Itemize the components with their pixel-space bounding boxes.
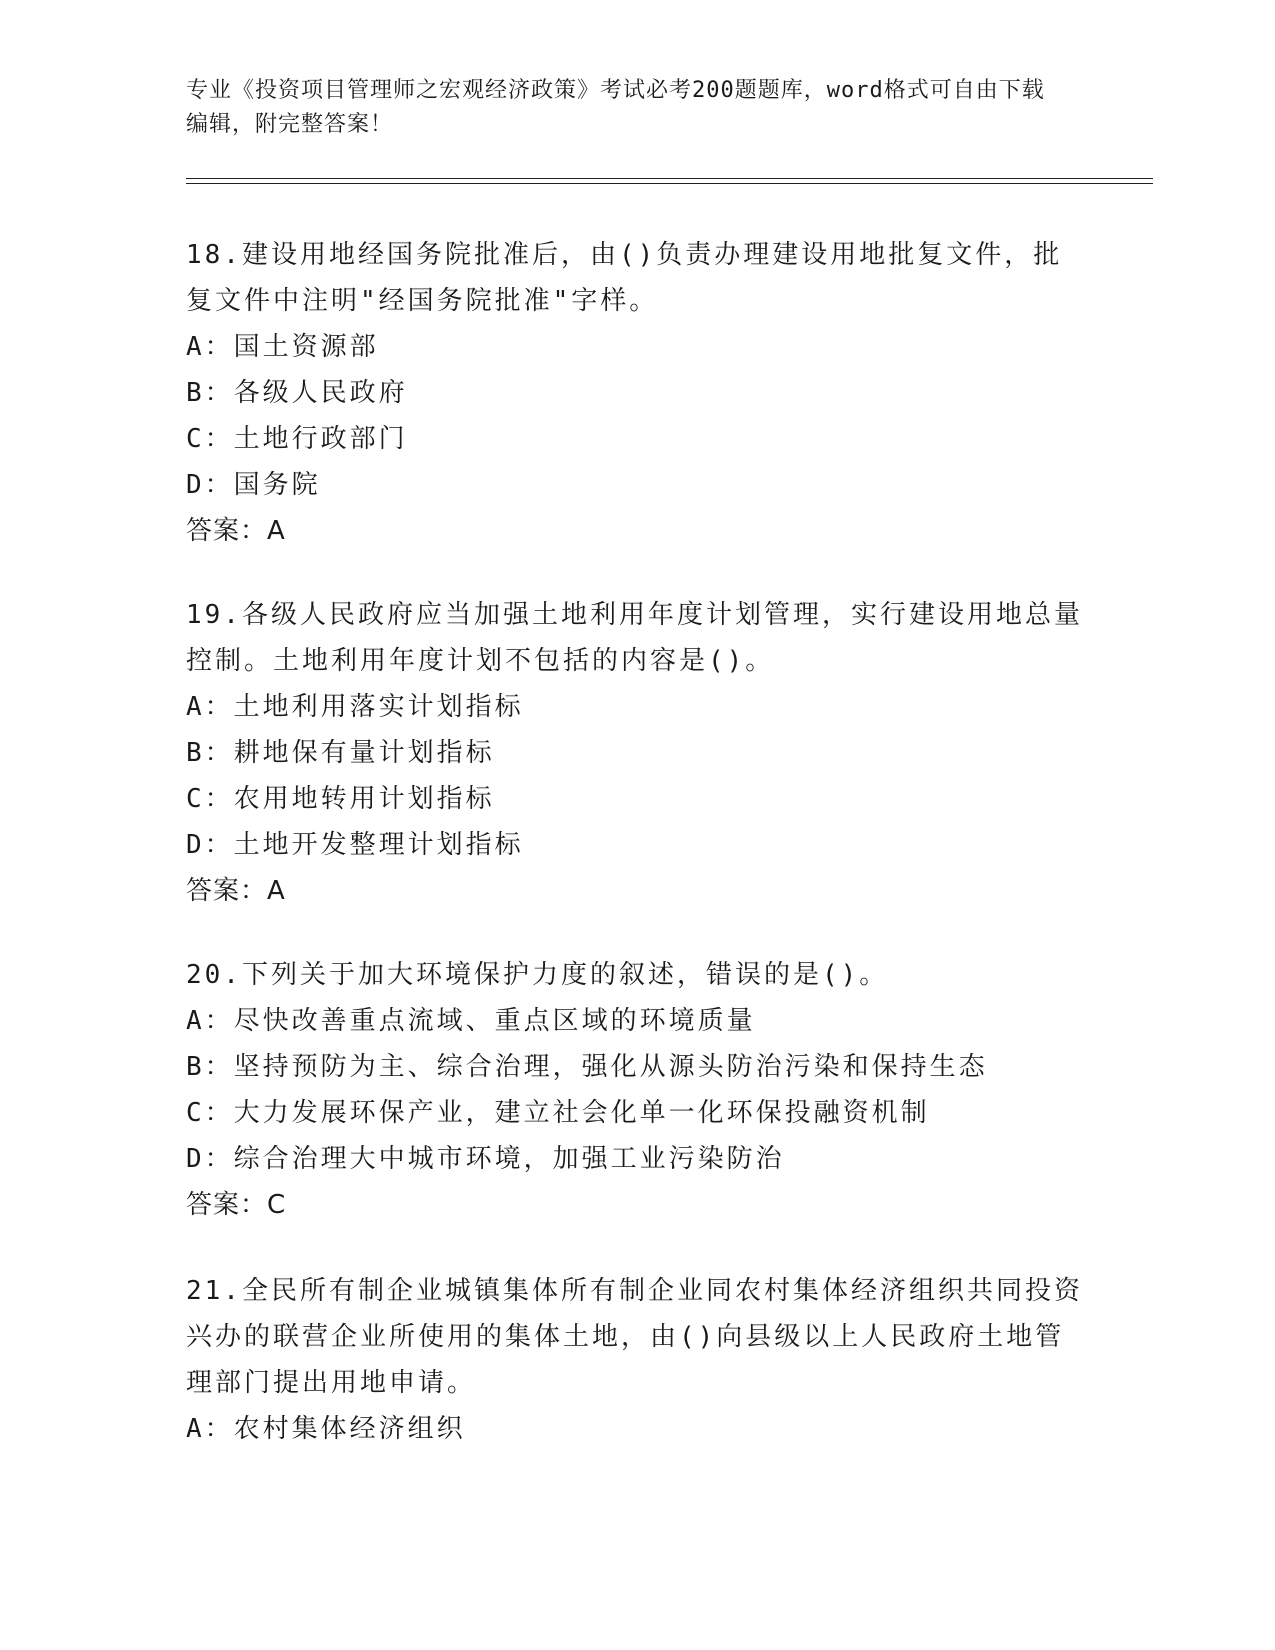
- question-stem: 18.建设用地经国务院批准后，由()负责办理建设用地批复文件，批复文件中注明"经国务院批准"字样。: [186, 240, 1063, 316]
- option-c: C：大力发展环保产业，建立社会化单一化环保投融资机制: [186, 1098, 930, 1128]
- option-b: B：各级人民政府: [186, 378, 408, 408]
- option-d: D：国务院: [186, 470, 321, 500]
- option-a: A：尽快改善重点流域、重点区域的环境质量: [186, 1006, 756, 1036]
- answer-label: 答案：A: [186, 516, 286, 546]
- option-b: B：坚持预防为主、综合治理，强化从源头防治污染和保持生态: [186, 1052, 988, 1082]
- option-c: C：土地行政部门: [186, 424, 408, 454]
- answer-label: 答案：C: [186, 1190, 287, 1220]
- option-c: C：农用地转用计划指标: [186, 784, 495, 814]
- option-d: D：土地开发整理计划指标: [186, 830, 524, 860]
- question-20: [186, 952, 1086, 1228]
- option-a: A：土地利用落实计划指标: [186, 692, 524, 722]
- header-divider: [186, 178, 1153, 184]
- question-18: [186, 232, 1086, 554]
- question-21: [186, 1268, 1086, 1452]
- answer-label: 答案：A: [186, 876, 286, 906]
- question-stem: 20.下列关于加大环境保护力度的叙述，错误的是()。: [186, 960, 889, 990]
- question-19: [186, 592, 1086, 914]
- option-b: B：耕地保有量计划指标: [186, 738, 495, 768]
- option-a: A：农村集体经济组织: [186, 1414, 466, 1444]
- question-stem: 19.各级人民政府应当加强土地利用年度计划管理，实行建设用地总量控制。土地利用年度计划不包括的内容是()。: [186, 600, 1083, 676]
- option-d: D：综合治理大中城市环境，加强工业污染防治: [186, 1144, 785, 1174]
- option-a: A：国土资源部: [186, 332, 379, 362]
- document-header: 专业《投资项目管理师之宏观经济政策》考试必考200题题库，word格式可自由下载编辑，附完整答案！: [186, 78, 1045, 137]
- question-stem: 21.全民所有制企业城镇集体所有制企业同农村集体经济组织共同投资兴办的联营企业所使用的集体土地，由()向县级以上人民政府土地管理部门提出用地申请。: [186, 1276, 1083, 1398]
